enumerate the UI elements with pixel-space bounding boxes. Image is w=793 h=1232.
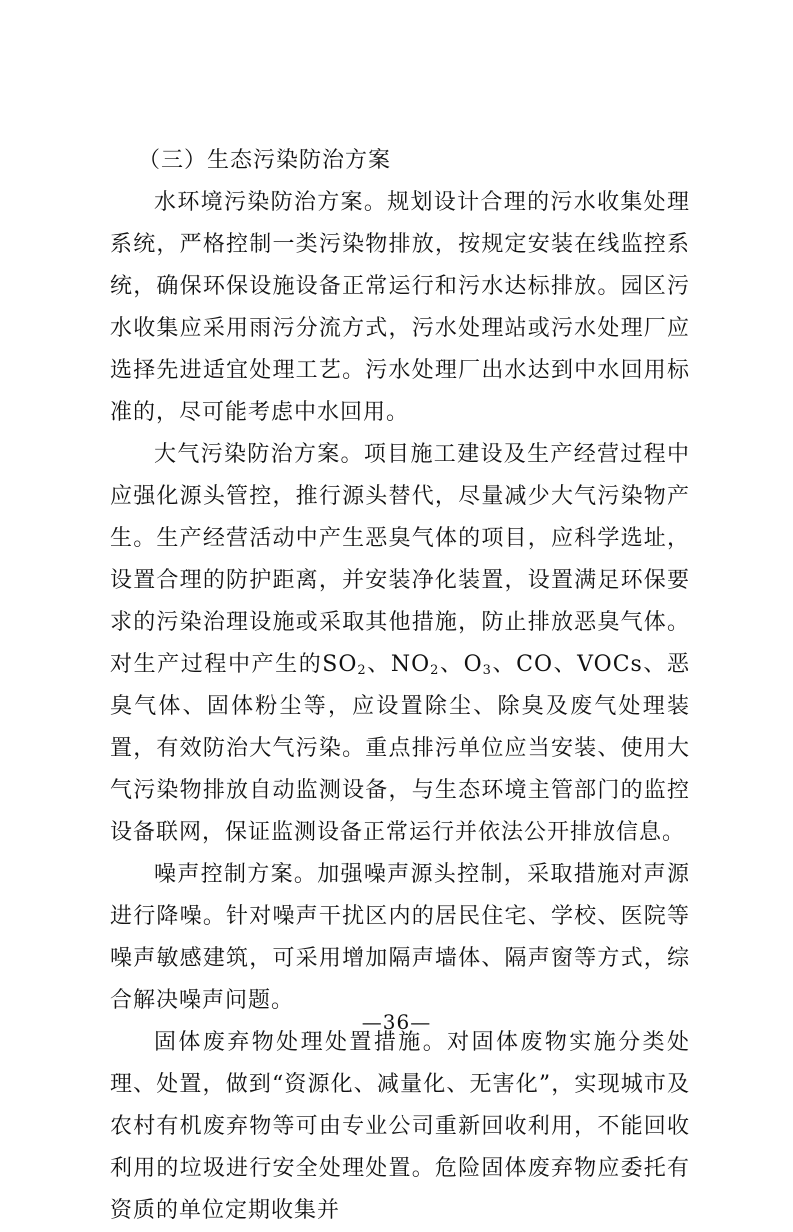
no2-subscript: 2	[430, 663, 440, 678]
air-text-part2: 、NO	[366, 652, 431, 677]
air-text-part3: 、O	[439, 652, 483, 677]
section-heading: （三）生态污染防治方案	[138, 148, 392, 173]
air-text-part1: 大气污染防治方案。项目施工建设及生产经营过程中应强化源头管控，推行源头替代，尽量减少大气污染物产生。生产经营活动中产生恶臭气体的项目，应科学选址，设置合理的防护距离，并安装净化装置，设置满足环保要求的污染治理设施或采取其他措施，防止排放恶臭气体。对生产过程中产生的SO	[110, 442, 690, 677]
air-pollution-paragraph	[110, 434, 690, 854]
page-number: —36—	[361, 1010, 432, 1034]
document-body	[110, 140, 690, 1232]
noise-control-paragraph: 噪声控制方案。加强噪声源头控制，采取措施对声源进行降噪。针对噪声干扰区内的居民住宅、学校、医院等噪声敏感建筑，可采用增加隔声墙体、隔声窗等方式，综合解决噪声问题。	[110, 862, 690, 1013]
water-pollution-paragraph: 水环境污染防治方案。规划设计合理的污水收集处理系统，严格控制一类污染物排放，按规定安装在线监控系统，确保环保设施设备正常运行和污水达标排放。园区污水收集应采用雨污分流方式，污水处理站或污水处理厂应选择先进适宜处理工艺。污水处理厂出水达到中水回用标准的，尽可能考虑中水回用。	[110, 190, 690, 425]
air-text-part4: 、CO、VOCs、恶臭气体、固体粉尘等，应设置除尘、除臭及废气处理装置，有效防治大气污染。重点排污单位应当安装、使用大气污染物排放自动监测设备，与生态环境主管部门的监控设备联网，保证监测设备正常运行并依法公开排放信息。	[110, 652, 690, 845]
so2-subscript: 2	[357, 663, 367, 678]
o3-subscript: 3	[482, 663, 492, 678]
solid-waste-paragraph: 固体废弃物处理处置措施。对固体废物实施分类处理、处置，做到“资源化、减量化、无害化”，实现城市及农村有机废弃物等可由专业公司重新回收利用，不能回收利用的垃圾进行安全处理处置。危险固体废弃物应委托有资质的单位定期收集并	[110, 1030, 690, 1223]
